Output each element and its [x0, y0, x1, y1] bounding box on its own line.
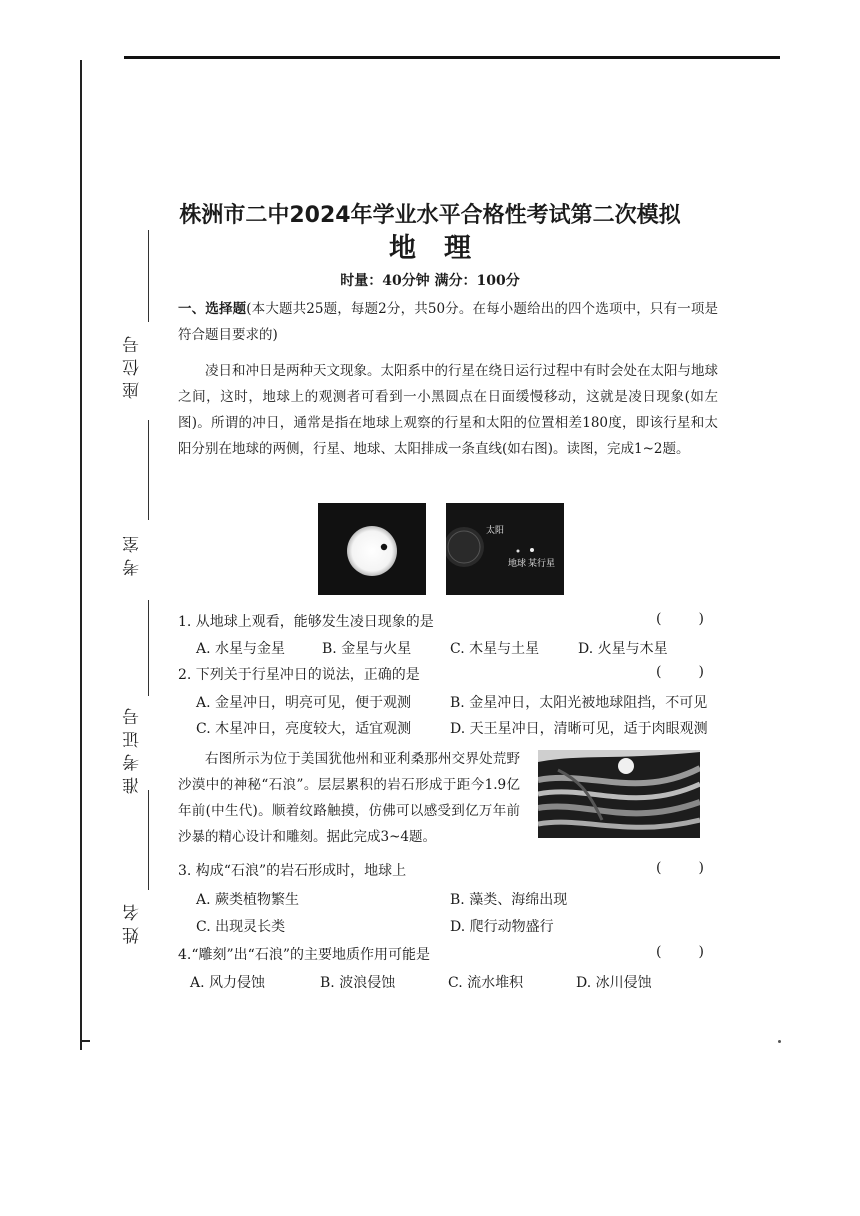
- question-4-option-d: D. 冰川侵蚀: [576, 975, 652, 991]
- question-2-option-d: D. 天王星冲日，清晰可见，适于肉眼观测: [450, 721, 708, 737]
- scan-speck: [778, 1040, 781, 1043]
- transit-sun-disk-image: [318, 503, 426, 595]
- bracket-open: (: [656, 664, 662, 680]
- bracket-close: ): [698, 860, 704, 876]
- section-heading: [178, 296, 718, 348]
- bracket-close: ): [698, 664, 704, 680]
- intro-passage: 凌日和冲日是两种天文现象。太阳系中的行星在绕日运行过程中有时会处在太阳与地球之间，这时，地球上的观测者可看到一小黑圆点在日面缓慢移动，这就是凌日现象(如左图)。所谓的冲日，通常是指在地球上观察的行星和太阳的位置相差180度，即该行星和太阳分别在地球的两侧，行星、地球、太阳排成一条直线(如右图)。读图，完成1~2题。: [178, 363, 718, 457]
- top-rule: [124, 56, 780, 59]
- question-4-option-a: A. 风力侵蚀: [190, 975, 266, 991]
- question-2-option-b: B. 金星冲日，太阳光被地球阻挡，不可见: [450, 695, 708, 711]
- ticket-line: [148, 600, 149, 696]
- question-1-option-b: B. 金星与火星: [322, 641, 412, 657]
- question-2-option-c: C. 木星冲日，亮度较大，适宜观测: [196, 721, 412, 737]
- question-3-answer-bracket: [656, 860, 704, 876]
- question-4-answer-bracket: [656, 944, 704, 960]
- exam-time-score: 时量：40分钟 满分：100分: [340, 273, 520, 289]
- question-1-answer-bracket: [656, 611, 704, 627]
- bracket-close: ): [698, 944, 704, 960]
- question-3-stem: 3. 构成“石浪”的岩石形成时，地球上: [178, 863, 407, 879]
- bracket-open: (: [656, 944, 662, 960]
- transit-figure: [318, 503, 426, 595]
- question-1-option-c: C. 木星与土星: [450, 641, 540, 657]
- question-1-option-a: A. 水星与金星: [196, 641, 286, 657]
- sun-label: 太阳: [486, 526, 505, 536]
- bracket-open: (: [656, 860, 662, 876]
- section-heading-title: 一、选择题: [178, 301, 247, 317]
- question-4-option-c: C. 流水堆积: [448, 975, 524, 991]
- seat-number-label: 座位号: [123, 330, 143, 399]
- earth-label: 地球: [508, 559, 527, 569]
- section-heading-instructions: (本大题共25题，每题2分，共50分。在每小题给出的四个选项中，只有一项是符合题目要求的): [178, 301, 719, 343]
- stone-wave-photo: [538, 750, 700, 838]
- question-3-option-a: A. 蕨类植物繁生: [196, 892, 300, 908]
- question-2-answer-bracket: [656, 664, 704, 680]
- planet-label: 某行星: [528, 559, 556, 569]
- bracket-close: ): [698, 611, 704, 627]
- question-4-option-b: B. 波浪侵蚀: [320, 975, 396, 991]
- question-3-option-c: C. 出现灵长类: [196, 919, 286, 935]
- name-line: [148, 790, 149, 890]
- margin-tick: [82, 1040, 90, 1042]
- question-1-stem: 1. 从地球上观看，能够发生凌日现象的是: [178, 614, 434, 630]
- bracket-open: (: [656, 611, 662, 627]
- question-2-option-a: A. 金星冲日，明亮可见，便于观测: [196, 695, 412, 711]
- question-4-stem: 4.“雕刻”出“石浪”的主要地质作用可能是: [178, 947, 430, 963]
- exam-subject: 地理: [389, 233, 499, 264]
- question-1-option-d: D. 火星与木星: [578, 641, 668, 657]
- opposition-diagram-image: [446, 503, 564, 595]
- exam-title: 株洲市二中2024年学业水平合格性考试第二次模拟: [179, 203, 681, 228]
- opposition-figure: [446, 503, 564, 595]
- name-label: 姓名: [123, 898, 143, 944]
- question-3-option-b: B. 藻类、海绵出现: [450, 892, 568, 908]
- ticket-number-label: 准考证号: [123, 702, 143, 794]
- question-3-option-d: D. 爬行动物盛行: [450, 919, 554, 935]
- stone-wave-image: [538, 750, 700, 838]
- question-2-stem: 2. 下列关于行星冲日的说法，正确的是: [178, 667, 420, 683]
- stone-wave-passage: 右图所示为位于美国犹他州和亚利桑那州交界处荒野沙漠中的神秘“石浪”。层层累积的岩石形成于距今1.9亿年前(中生代)。顺着纹路触摸，仿佛可以感受到亿万年前沙暴的精心设计和雕刻。据此完成3~4题。: [178, 751, 520, 845]
- room-line: [148, 420, 149, 520]
- exam-room-label: 考室: [123, 530, 143, 576]
